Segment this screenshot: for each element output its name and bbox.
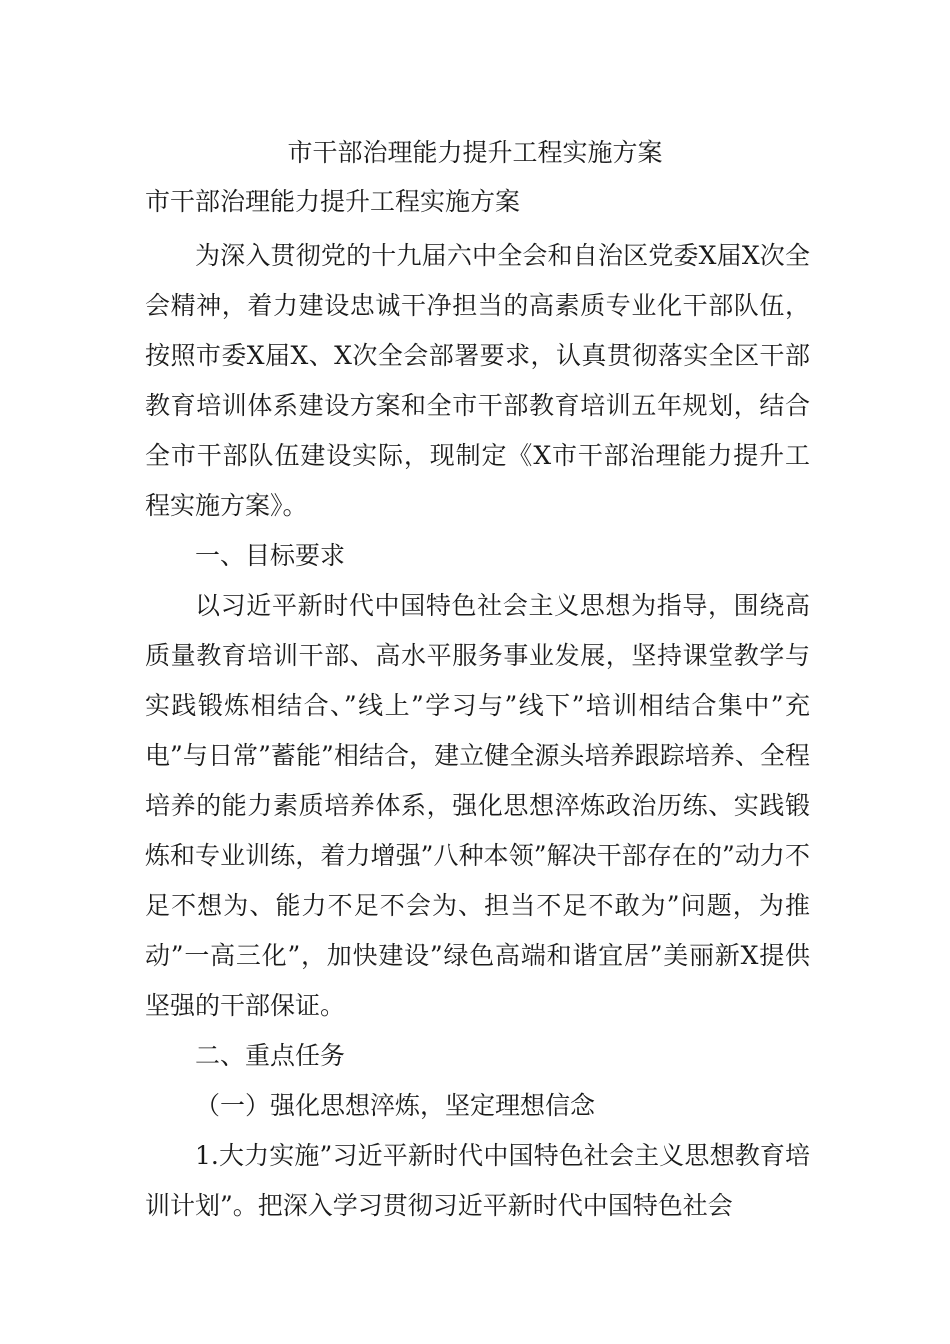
document-body (145, 231, 810, 1231)
document-subtitle: 市干部治理能力提升工程实施方案 (145, 187, 521, 216)
subsection-heading-thought: （一）强化思想淬炼，坚定理想信念 (195, 1091, 596, 1120)
section-heading-tasks: 二、重点任务 (195, 1041, 346, 1070)
section-heading-goals: 一、目标要求 (195, 541, 346, 570)
intro-paragraph: 为深入贯彻党的十九届六中全会和自治区党委X届X次全会精神，着力建设忠诚干净担当的高素质专业化干部队伍，按照市委X届X、X次全会部署要求，认真贯彻落实全区干部教育培训体系建设方案和全市干部教育培训五年规划，结合全市干部队伍建设实际，现制定《X市干部治理能力提升工程实施方案》。 (145, 241, 810, 520)
goals-paragraph: 以习近平新时代中国特色社会主义思想为指导，围绕高质量教育培训干部、高水平服务事业发展，坚持课堂教学与实践锻炼相结合、”线上”学习与”线下”培训相结合集中”充电”与日常”蓄能”相结合，建立健全源头培养跟踪培养、全程培养的能力素质培养体系，强化思想淬炼政治历练、实践锻炼和专业训练，着力增强”八种本领”解决干部存在的”动力不足不想为、能力不足不会为、担当不足不敢为”问题，为推动”一高三化”，加快建设”绿色高端和谐宜居”美丽新X提供坚强的干部保证。 (145, 591, 810, 1020)
task-item-paragraph: 1.大力实施”习近平新时代中国特色社会主义思想教育培训计划”。把深入学习贯彻习近平新时代中国特色社会 (145, 1141, 810, 1220)
document-title: 市干部治理能力提升工程实施方案 (287, 138, 663, 167)
